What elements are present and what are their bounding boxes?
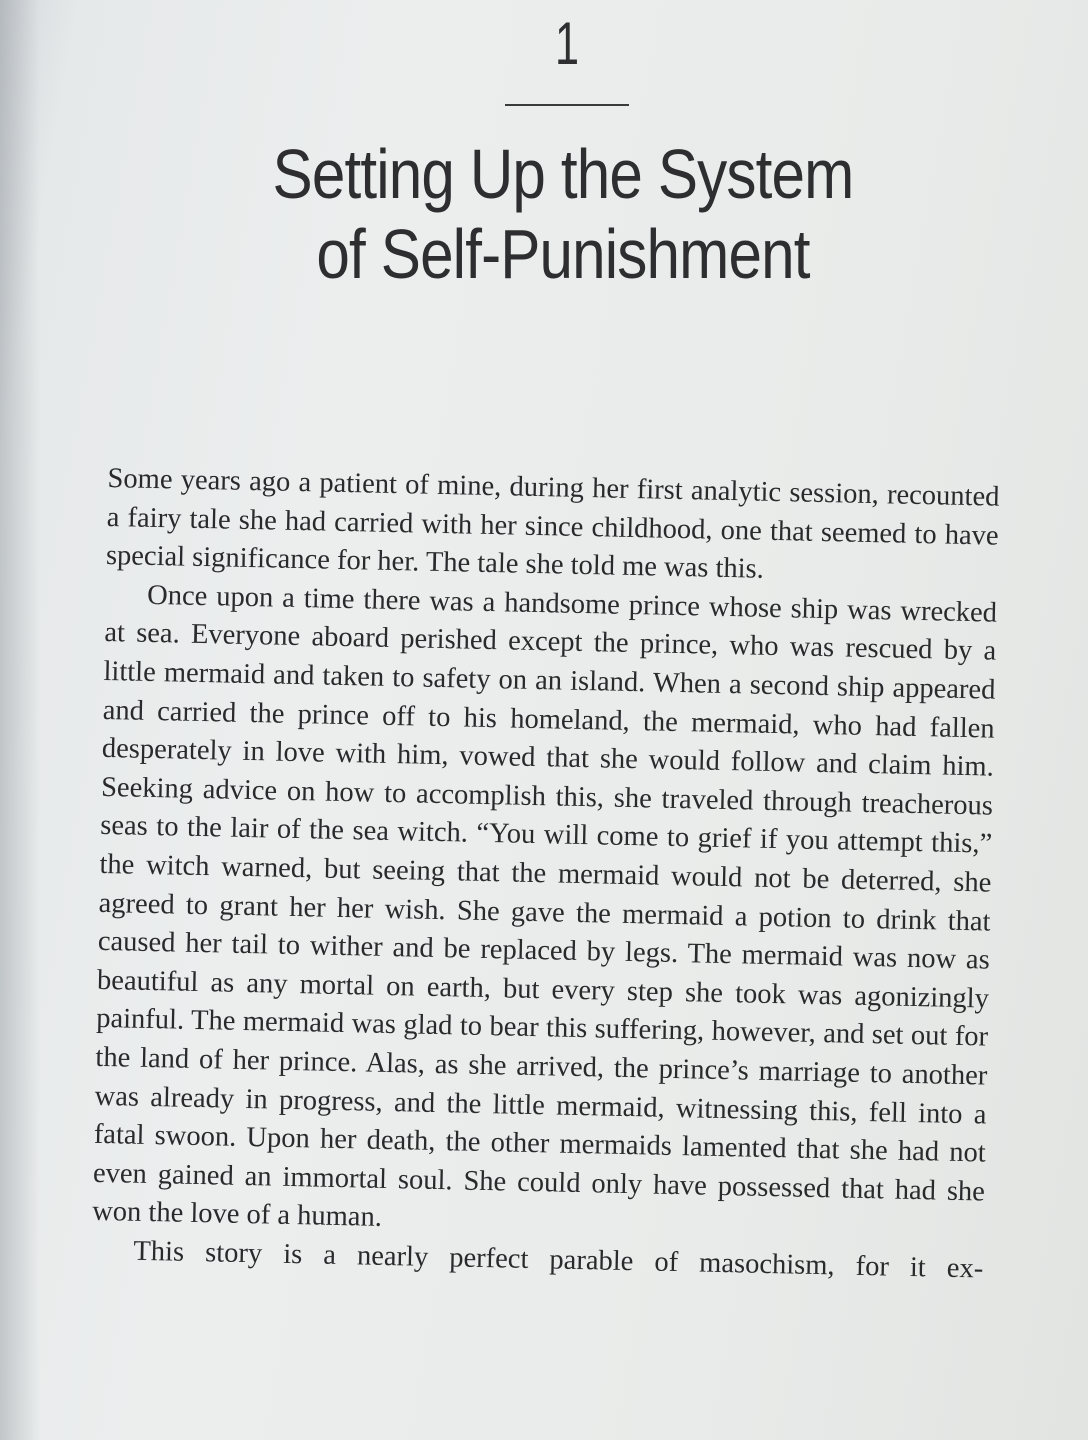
paragraph-1: Some years ago a patient of mine, during her first analytic session, recounted a fairy tale she had carried with her since childhood, one that seemed to have special significance for her. The tale she told me was this. bbox=[105, 462, 1000, 585]
paragraph-2: Once upon a time there was a handsome prince whose ship was wrecked at sea. Everyone aboard perished except the prince, who was rescued by a little mermaid and taken to safety on an island. When a second ship appeared and carried the prince off to his homeland, the mermaid, who had fallen desperately in love with him, vowed that she would follow and claim him. Seeking advice on how to accomplish this, she traveled through treacherous seas to the lair of the sea witch. “You will come to grief if you attempt this,” the witch warned, but seeing that the mermaid would not be deterred, she agreed to grant her her wish. She gave the mermaid a potion to drink that caused her tail to wither and be replaced by legs. The mermaid was now as beautiful as any mortal on earth, but every step she took was agonizingly painful. The mermaid was glad to bear this suffering, however, and set out for the land of her prince. Alas, as she arrived, the prince’s marriage to another was already in progress, and the little mermaid, witnessing this, fell into a fatal swoon. Upon her death, the other mermaids lamented that she had not even gained an immortal soul. She could only have possessed that had she won the love of a human. bbox=[91, 579, 998, 1234]
chapter-title-line-1: Setting Up the System bbox=[272, 135, 854, 213]
chapter-divider bbox=[505, 104, 629, 106]
chapter-title bbox=[79, 134, 1047, 294]
paragraph-3: This story is a nearly perfect parable of masochism, for it ex- bbox=[133, 1235, 984, 1285]
chapter-title-line-2: of Self-Punishment bbox=[316, 215, 810, 293]
chapter-body bbox=[91, 460, 1000, 1289]
page-gutter-shadow bbox=[0, 0, 40, 1440]
chapter-number: 1 bbox=[554, 10, 580, 77]
